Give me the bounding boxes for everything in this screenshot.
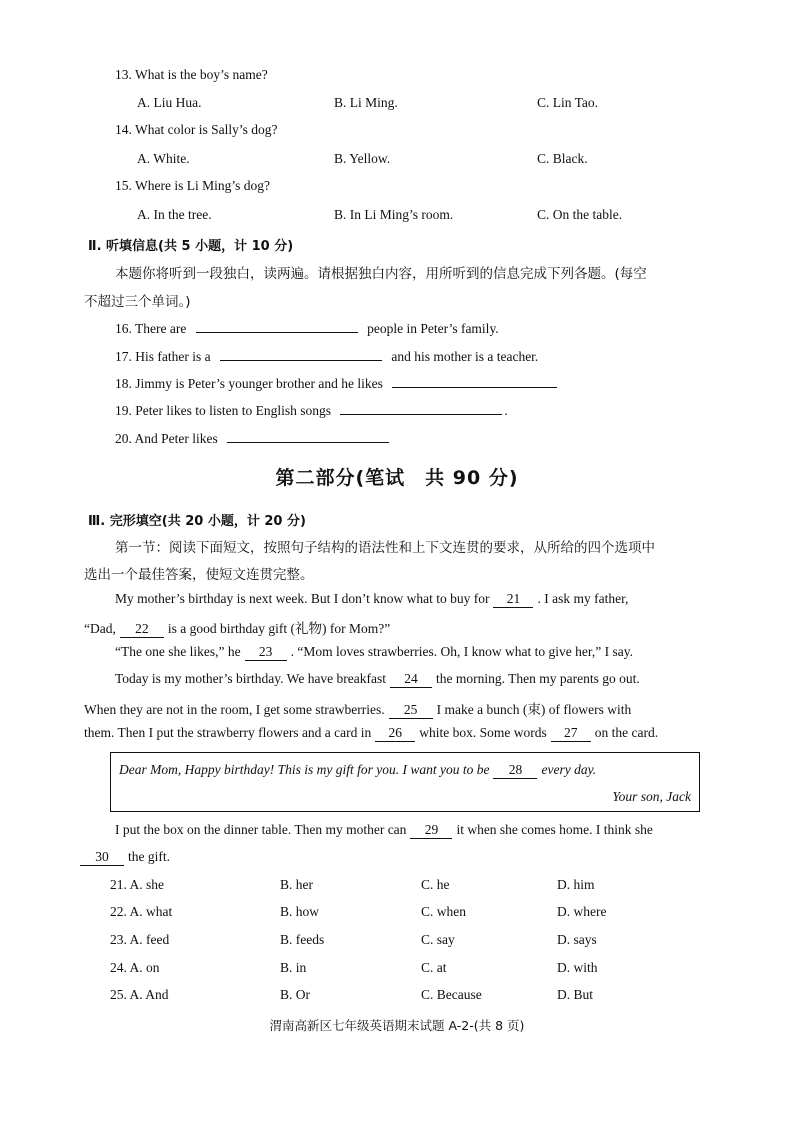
answer-blank-16[interactable] (196, 318, 358, 333)
choice-21a: 21. A. she (110, 877, 164, 892)
choice-25a: 25. A. And (110, 987, 169, 1002)
cloze-blank-22[interactable]: 22 (120, 621, 164, 638)
section-3-instruction-2: 选出一个最佳答案，使短文连贯完整。 (84, 567, 314, 583)
fill-item-17-tail: and his mother is a teacher. (391, 349, 539, 364)
choice-24d: D. with (557, 960, 598, 975)
passage-text: the gift. (128, 849, 170, 864)
passage-line-3 (115, 644, 633, 661)
choice-22b: B. how (280, 904, 320, 919)
section-2-instruction-1: 本题你将听到一段独白，读两遍。请根据独白内容，用所听到的信息完成下列各题。(每空 (115, 266, 647, 282)
choice-23c: C. say (421, 932, 455, 947)
fill-item-17-text: 17. His father is a (115, 349, 211, 364)
option-15b: B. In Li Ming’s room. (334, 207, 454, 222)
passage-text: it when she comes home. I think she (456, 822, 653, 837)
cloze-blank-23[interactable]: 23 (245, 644, 287, 661)
section-3-title: Ⅲ. 完形填空(共 20 小题，计 20 分) (88, 514, 306, 529)
section-2-instruction-2: 不超过三个单词。) (84, 294, 191, 310)
fill-item-18 (115, 373, 563, 392)
answer-blank-18[interactable] (392, 373, 557, 388)
option-13c: C. Lin Tao. (537, 95, 599, 110)
passage-text: is a good birthday gift (礼物) for Mom?” (167, 621, 391, 636)
passage-text: I put the box on the dinner table. Then my mother can (115, 822, 407, 837)
fill-item-19-tail: . (504, 403, 508, 418)
choice-24c: C. at (421, 960, 447, 975)
passage-text: When they are not in the room, I get some strawberries. (84, 702, 385, 717)
answer-blank-20[interactable] (227, 428, 389, 443)
answer-blank-17[interactable] (220, 346, 382, 361)
section-3-instruction-1: 第一节：阅读下面短文，按照句子结构的语法性和上下文连贯的要求，从所给的四个选项中 (115, 540, 655, 556)
passage-text: . I ask my father, (537, 591, 629, 606)
choice-23d: D. says (557, 932, 597, 947)
passage-line-2 (84, 617, 390, 638)
choice-21b: B. her (280, 877, 313, 892)
cloze-blank-25[interactable]: 25 (389, 702, 433, 719)
cloze-blank-26[interactable]: 26 (375, 725, 415, 742)
passage-line-8 (80, 849, 170, 866)
question-15: 15. Where is Li Ming’s dog? (115, 178, 270, 193)
cloze-blank-24[interactable]: 24 (390, 671, 432, 688)
letter-text-part: every day. (541, 762, 597, 777)
letter-text (119, 762, 596, 779)
passage-line-7 (115, 822, 653, 839)
question-13: 13. What is the boy’s name? (115, 67, 268, 82)
choice-22d: D. where (557, 904, 607, 919)
choice-25c: C. Because (421, 987, 482, 1002)
fill-item-19 (115, 400, 508, 419)
option-13a: A. Liu Hua. (137, 95, 202, 110)
choice-24a: 24. A. on (110, 960, 160, 975)
passage-text: Today is my mother’s birthday. We have breakfast (115, 671, 387, 686)
fill-item-18-text: 18. Jimmy is Peter’s younger brother and he likes (115, 376, 383, 391)
choice-23b: B. feeds (280, 932, 325, 947)
option-15a: A. In the tree. (137, 207, 212, 222)
choice-25d: D. But (557, 987, 594, 1002)
answer-blank-19[interactable] (340, 400, 502, 415)
passage-line-5 (84, 698, 631, 719)
passage-text: the morning. Then my parents go out. (436, 671, 640, 686)
section-2-title: Ⅱ. 听填信息(共 5 小题，计 10 分) (88, 239, 294, 254)
cloze-blank-27[interactable]: 27 (551, 725, 591, 742)
fill-item-16-tail: people in Peter’s family. (367, 321, 499, 336)
passage-line-1 (115, 591, 628, 608)
cloze-blank-28[interactable]: 28 (493, 762, 537, 779)
fill-item-17 (115, 346, 538, 365)
letter-text-part: Dear Mom, Happy birthday! This is my gift for you. I want you to be (119, 762, 490, 777)
fill-item-20 (115, 428, 395, 447)
page-footer: 渭南高新区七年级英语期末试题 A-2-(共 8 页) (269, 1018, 525, 1033)
fill-item-16-text: 16. There are (115, 321, 187, 336)
question-14: 14. What color is Sally’s dog? (115, 122, 278, 137)
cloze-blank-30[interactable]: 30 (80, 849, 124, 866)
choice-24b: B. in (280, 960, 307, 975)
passage-text: . “Mom loves strawberries. Oh, I know what to give her,” I say. (290, 644, 633, 659)
option-14c: C. Black. (537, 151, 588, 166)
passage-text: My mother’s birthday is next week. But I don’t know what to buy for (115, 591, 490, 606)
passage-line-6 (84, 725, 658, 742)
option-13b: B. Li Ming. (334, 95, 398, 110)
passage-text: “The one she likes,” he (115, 644, 241, 659)
passage-text: “Dad, (84, 621, 116, 636)
letter-card-box (110, 752, 700, 812)
choice-22a: 22. A. what (110, 904, 173, 919)
option-14a: A. White. (137, 151, 190, 166)
fill-item-16 (115, 318, 499, 337)
cloze-blank-21[interactable]: 21 (493, 591, 533, 608)
choice-21c: C. he (421, 877, 450, 892)
option-14b: B. Yellow. (334, 151, 391, 166)
part-2-title: 第二部分(笔试 共 90 分) (275, 467, 519, 489)
letter-signature: Your son, Jack (612, 789, 691, 804)
passage-line-4 (115, 671, 640, 688)
choice-23a: 23. A. feed (110, 932, 170, 947)
choice-21d: D. him (557, 877, 595, 892)
cloze-blank-29[interactable]: 29 (410, 822, 452, 839)
fill-item-19-text: 19. Peter likes to listen to English songs (115, 403, 331, 418)
option-15c: C. On the table. (537, 207, 623, 222)
choice-22c: C. when (421, 904, 466, 919)
passage-text: them. Then I put the strawberry flowers and a card in (84, 725, 372, 740)
choice-25b: B. Or (280, 987, 310, 1002)
passage-text: on the card. (594, 725, 659, 740)
passage-text: white box. Some words (419, 725, 547, 740)
fill-item-20-text: 20. And Peter likes (115, 431, 218, 446)
passage-text: I make a bunch (束) of flowers with (436, 702, 632, 717)
